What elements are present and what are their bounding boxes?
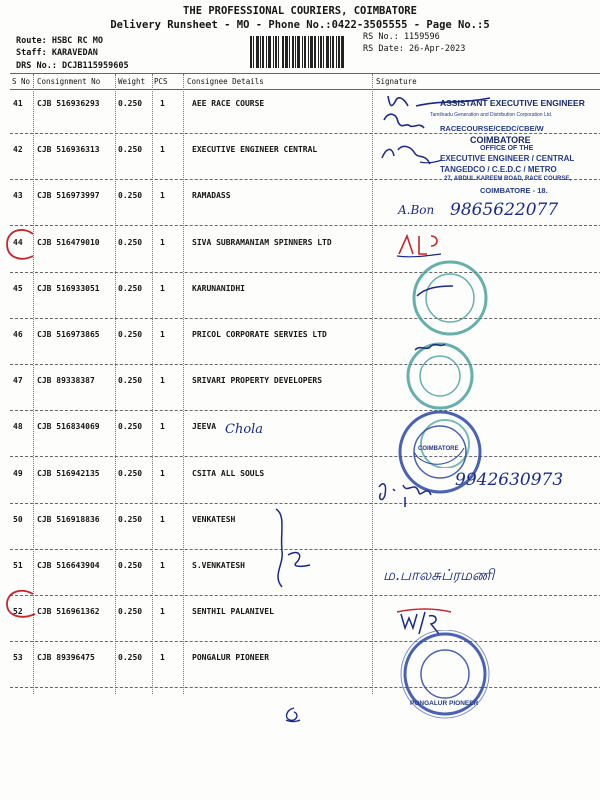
stamp-aee-sub: Tamilnadu Generation and Distribution Corporation Ltd. (430, 112, 553, 118)
row-consignment-no: CJB 516942135 (37, 468, 100, 478)
row-sno: 48 (13, 422, 23, 432)
row-pcs: 1 (160, 514, 165, 524)
col-header-signature: Signature (376, 77, 417, 86)
row-sno: 53 (13, 653, 23, 663)
red-circle-mark (3, 226, 39, 266)
row-pcs: 1 (160, 283, 165, 293)
stamp-pongalur: PONGALUR PIONEER (410, 700, 479, 707)
handwritten-note: Chola (225, 422, 264, 437)
row-consignment-no: CJB 516834069 (37, 422, 100, 432)
row-consignee: CSITA ALL SOULS (192, 468, 265, 478)
row-divider (10, 272, 600, 273)
row-weight: 0.250 (118, 653, 143, 663)
row-consignee: S.VENKATESH (192, 561, 245, 570)
row-sno: 46 (13, 330, 23, 339)
stamp-ee-line2: EXECUTIVE ENGINEER / CENTRAL (440, 154, 575, 163)
row-pcs: 1 (160, 330, 165, 339)
row-sno: 51 (13, 561, 23, 570)
barcode (250, 36, 356, 68)
row-pcs: 1 (160, 237, 165, 247)
route-label: Route: HSBC RC MO (16, 36, 103, 46)
staff-label: Staff: KARAVEDAN (16, 48, 98, 58)
signature-scribble (280, 704, 304, 724)
row-weight: 0.250 (118, 514, 143, 524)
row-divider (10, 595, 600, 596)
row-consignment-no: CJB 89338387 (37, 376, 95, 386)
row-pcs: 1 (160, 191, 165, 201)
row-divider (10, 225, 600, 226)
row-weight: 0.250 (118, 376, 143, 386)
row-weight: 0.250 (118, 468, 143, 478)
row-consignment-no: CJB 516479010 (37, 237, 100, 247)
row-weight: 0.250 (118, 191, 143, 201)
row-pcs: 1 (160, 376, 165, 386)
row-consignment-no: CJB 516973997 (37, 191, 100, 201)
row-weight: 0.250 (118, 283, 143, 293)
col-header-sno: S No (12, 77, 31, 86)
row-sno: 41 (13, 99, 23, 108)
row-consignee: PONGALUR PIONEER (192, 653, 270, 663)
row-consignment-no: CJB 516918836 (37, 514, 100, 524)
row-weight: 0.250 (118, 99, 143, 108)
row-weight: 0.250 (118, 422, 143, 432)
row-divider (10, 410, 600, 411)
rs-number: RS No.: 1159596 (363, 32, 440, 42)
row-consignee: SENTHIL PALANIVEL (192, 607, 274, 617)
signature-text: A.Bon (398, 203, 435, 217)
stamp-ee-line1: OFFICE OF THE (480, 145, 534, 152)
column-divider (115, 74, 116, 694)
row-pcs: 1 (160, 653, 165, 663)
row-consignee: SIVA SUBRAMANIAM SPINNERS LTD (192, 237, 332, 247)
row-sno: 47 (13, 376, 23, 386)
stamp-ee-line3: TANGEDCO / C.E.D.C / METRO (440, 165, 557, 174)
row-consignment-no: CJB 516936293 (37, 99, 100, 108)
row-consignee: EXECUTIVE ENGINEER CENTRAL (192, 145, 318, 155)
row-pcs: 1 (160, 422, 165, 432)
handwritten-phone: 9865622077 (450, 200, 559, 220)
row-consignment-no: CJB 516936313 (37, 145, 100, 155)
row-consignment-no: CJB 516933051 (37, 283, 100, 293)
row-consignment-no: CJB 89396475 (37, 653, 95, 663)
row-sno: 50 (13, 514, 23, 524)
col-header-consignment: Consignment No (37, 77, 101, 86)
row-pcs: 1 (160, 99, 165, 108)
row-consignee: JEEVA (192, 422, 217, 432)
row-consignment-no: CJB 516973865 (37, 330, 100, 339)
row-consignee: VENKATESH (192, 514, 236, 524)
row-weight: 0.250 (118, 561, 143, 570)
row-pcs: 1 (160, 561, 165, 570)
column-divider (183, 74, 184, 694)
row-consignee: AEE RACE COURSE (192, 99, 265, 108)
row-divider (10, 318, 600, 319)
stamp-round-city: COIMBATORE (418, 446, 459, 452)
column-divider (152, 74, 153, 694)
col-header-pcs: PCS (154, 77, 168, 86)
row-sno: 42 (13, 145, 23, 155)
row-divider (10, 687, 600, 688)
signature-scribble (395, 232, 445, 258)
row-consignee: PRICOL CORPORATE SERVIES LTD (192, 330, 327, 339)
row-divider (10, 456, 600, 457)
col-header-weight: Weight (118, 77, 146, 86)
rs-date: RS Date: 26-Apr-2023 (363, 44, 466, 54)
stamp-ee-line4: 27, ABDUL KAREEM ROAD, RACE COURSE, (444, 176, 572, 182)
row-weight: 0.250 (118, 330, 143, 339)
document-title: THE PROFESSIONAL COURIERS, COIMBATORE (183, 5, 417, 17)
row-sno: 44 (13, 237, 23, 247)
handwritten-phone: 9942630973 (455, 470, 564, 490)
row-consignee: SRIVARI PROPERTY DEVELOPERS (192, 376, 323, 386)
row-weight: 0.250 (118, 237, 143, 247)
red-circle-mark (3, 588, 39, 624)
document-subtitle: Delivery Runsheet - MO - Phone No.:0422-3505555 - Page No.:5 (110, 19, 490, 31)
row-sno: 45 (13, 283, 23, 293)
row-weight: 0.250 (118, 607, 143, 617)
table-top-border (10, 73, 600, 74)
signature-scribble (375, 475, 445, 511)
row-consignee: RAMADASS (192, 191, 231, 201)
stamp-aee-city: COIMBATORE (470, 135, 531, 145)
handwritten-tamil-signature: ம.பாலசுப்ரமணி (383, 566, 495, 584)
signature-scribble (262, 505, 332, 595)
row-consignee: KARUNANIDHI (192, 283, 245, 293)
row-divider (10, 503, 600, 504)
row-divider (10, 364, 600, 365)
stamp-aee-place: RACECOURSE/CEDC/CBE/W (440, 124, 544, 133)
stamp-aee-title: ASSISTANT EXECUTIVE ENGINEER (440, 98, 585, 108)
drs-number: DRS No.: DCJB115959605 (16, 61, 129, 71)
row-sno: 43 (13, 191, 23, 201)
column-divider (372, 74, 373, 694)
row-sno: 49 (13, 468, 23, 478)
stamp-ee-line5: COIMBATORE - 18. (480, 186, 548, 195)
col-header-consignee: Consignee Details (187, 77, 264, 86)
row-sno: 52 (13, 607, 23, 617)
row-consignment-no: CJB 516961362 (37, 607, 100, 617)
row-weight: 0.250 (118, 145, 143, 155)
row-pcs: 1 (160, 607, 165, 617)
row-pcs: 1 (160, 468, 165, 478)
row-consignment-no: CJB 516643904 (37, 561, 100, 570)
row-divider (10, 641, 600, 642)
row-pcs: 1 (160, 145, 165, 155)
